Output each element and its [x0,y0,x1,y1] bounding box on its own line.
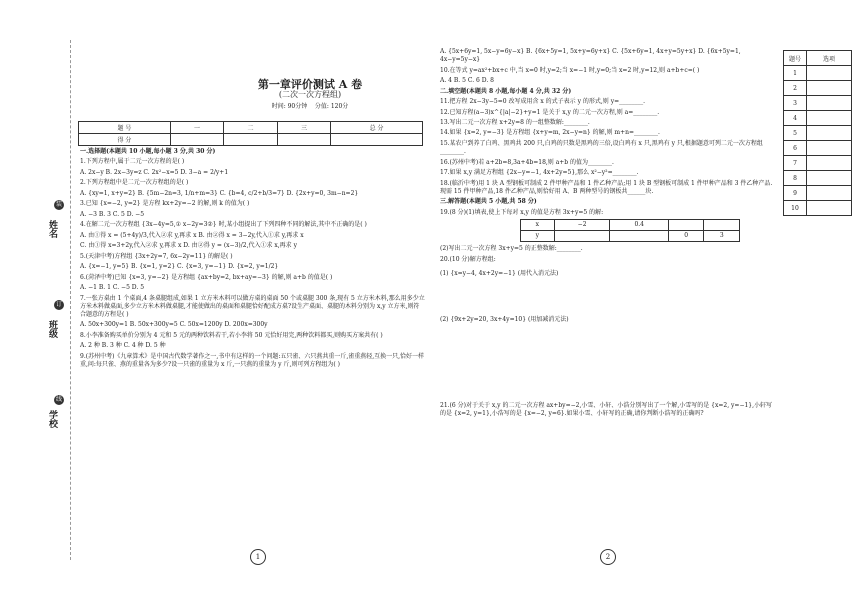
answer-table [783,50,852,216]
answer-number: 5 [784,126,807,141]
answer-cell[interactable] [807,156,852,171]
score-table-cell [224,134,277,146]
page-subtitle: (二次一次方程组) [278,90,342,99]
fill-cell[interactable] [704,220,740,231]
question-line: A. 2x−y B. 2x−3y=z C. 2x²−x=5 D. 3−a = 2/y+1 [80,168,229,176]
question-line: 5.(天津中考)方程组 {3x+2y=7, 6x−2y=11} 的解是( ) [80,252,233,260]
score-table-cell [277,134,330,146]
question-line: 16.(苏州中考)若 a+2b=8,3a+4b=18,则 a+b 的值为________. [440,158,614,166]
question-line: A. {xy=1, x+y=2} B. {5m−2n=3, 1/n+m=3} C. {b=4, c/2+b/3=7} D. {2x+y=0, 3m−n=2} [80,189,359,197]
name-label: 姓名 [47,220,57,238]
question-line: 6.(菏泽中考)已知 {x=3, y=−2} 是方程组 {ax+by=2, bx+ay=−3} 的解,则 a+b 的值是( ) [80,273,333,281]
question-line: 三.解答题(本题共 5 小题,共 58 分) [440,198,537,206]
fill-table [520,219,740,242]
fill-cell: 3 [704,231,740,242]
answer-cell[interactable] [807,171,852,186]
school-label: 学校 [47,410,57,428]
answer-number: 4 [784,111,807,126]
answer-cell[interactable] [807,141,852,156]
question-line: 9.(苏州中考)《九章算术》是中国古代数学著作之一,书中有这样的一个问题:五只雀、六只燕共重一斤,雀重燕轻,互换一只,恰好一样重,问:每只雀、燕的重量各为多少?设一只雀的重量为 x 斤,一只燕的重量为 y 斤,则可列方程组为( ) [80,352,425,368]
answer-number: 1 [784,66,807,81]
class-label: 班级 [47,320,57,338]
question-line: (2)写出二元一次方程 3x+y=5 的正整数解:________. [440,245,583,253]
binding-circle-2: 订 [55,301,62,308]
question-line: (2) {9x+2y=20, 3x+4y=10} (用加减消元法) [440,315,569,323]
answer-cell[interactable] [807,96,852,111]
score-table-cell: 总 分 [331,122,423,134]
question-line: 8.小李准备购买单价分别为 4 元和 5 元的两种饮料若干,若小李将 50 元恰好用完,两种饮料都买,则购买方案共有( ) [80,331,383,339]
question-line: 11.把方程 2x−3y−5=0 改写成用含 x 的式子表示 y 的形式,则 y=________. [440,98,646,106]
answer-number: 10 [784,201,807,216]
question-line: A. 50x+300y=1 B. 50x+300y=5 C. 50x=1200y D. 200x=300y [80,321,268,329]
question-line: 19.(8 分)(1)填表,使上下每对 x,y 的值是方程 3x+y=5 的解: [440,208,604,216]
binding-circle-1: 装 [55,201,62,208]
answer-header: 题号 [784,51,807,66]
fill-cell: −2 [554,220,610,231]
question-line: 21.(6 分)对于关于 x,y 的二元一次方程 ax+by=−2,小雪、小轩、小浩分别写出了一个解,小雪写的是 {x=2, y=−1},小轩写的是 {x=2, y=1},小浩写的是 {x=−2, y=6}.如果小雪、小轩写的正确,请你判断小浩写的正确吗? [440,402,773,418]
answer-header: 选项 [807,51,852,66]
question-line: 7.一张方桌由 1 个桌面,4 条桌腿组成,如果 1 立方米木料可以做方桌的桌面 50 个或桌腿 300 条,现有 5 立方米木料,那么用多少立方米木料做桌面,多少立方米木料做桌腿,才能使做出的桌面和桌腿恰好配成方桌?设生产桌面、桌腿的木料分别为 x,y 立方米,则符合题意的方程是( ) [80,294,425,318]
fill-cell: x [521,220,555,231]
page-title: 第一章评价测试 A 卷 [257,78,363,91]
question-line: A. {5x+6y=1, 5x−y=6y−x} B. {6x+5y=1, 5x+y=6y+x} C. {5x+6y=1, 4x+y=5y+x} D. {6x+5y=1, 4x−y=5y−x} [440,48,741,64]
question-line: 3.已知 {x=−2, y=2} 是方程 kx+2y=−2 的解,则 k 的值为( ) [80,200,250,208]
question-line: 18.(临沂中考)用 1 块 A 型钢板可制成 2 件甲种产品和 1 件乙种产品;用 1 块 B 型钢板可制成 1 件甲种产品和 3 件乙种产品.现需 15 件甲种产品,18 件乙种产品,则恰好用 A、B 两种型号的钢板共______块. [440,179,773,195]
fill-cell[interactable] [610,231,669,242]
binding-circle-3: 线 [55,396,62,403]
score-table [78,121,423,146]
fill-cell[interactable] [668,220,704,231]
answer-cell[interactable] [807,111,852,126]
exam-time: 时间: 90分钟 [271,103,308,110]
answer-cell[interactable] [807,186,852,201]
page-number-2: 2 [600,549,616,565]
question-line: (1) {x=y−4, 4x+2y=−1} (用代入消元法) [440,269,559,277]
score-table-cell: 一 [170,122,223,134]
answer-cell[interactable] [807,126,852,141]
question-line: 2.下列方程组中是二元一次方程组的是( ) [80,179,189,187]
question-line: 10.在等式 y=ax²+bx+c 中,当 x=0 时,y=2;当 x=−1 时,y=0;当 x=2 时,y=12,则 a+b+c=( ) [440,66,700,74]
fill-cell[interactable] [554,231,610,242]
question-line: 17.如果 x,y 满足方程组 {2x−y=−1, 4x+2y=5},那么 x²−y²=________. [440,169,639,177]
score-table-cell [331,134,423,146]
answer-number: 2 [784,81,807,96]
question-line: 二.填空题(本题共 8 小题,每小题 4 分,共 32 分) [440,87,572,95]
exam-info [180,101,440,110]
score-table-cell: 二 [224,122,277,134]
question-line: A. 2 种 B. 3 种 C. 4 种 D. 5 种 [80,342,166,350]
question-line: A. 4 B. 5 C. 6 D. 8 [440,77,494,85]
question-line: 一.选择题(本题共 10 小题,每小题 3 分,共 30 分) [80,148,216,155]
score-table-cell [170,134,223,146]
question-line: 14.如果 {x=2, y=−3} 是方程组 {x+y=m, 2x−y=n} 的解,则 m+n=________. [440,129,660,137]
question-line: 12.已知方程(a−3)x^{|a|−2}+y=1 是关于 x,y 的二元一次方程,则 a=________. [440,108,660,116]
question-line: A. 由①得 x = (5+4y)/3,代入②求 y,再求 x B. 由②得 x = 3−2y,代入①求 y,再求 x [80,231,304,239]
question-line: A. −3 B. 3 C. 5 D. −5 [80,210,145,218]
right-column [440,48,775,421]
answer-number: 7 [784,156,807,171]
score-table-cell: 题 号 [79,122,171,134]
question-line: 1.下列方程中,属于二元一次方程的是( ) [80,158,185,166]
question-line: 20.(10 分)解方程组: [440,255,496,263]
answer-cell[interactable] [807,66,852,81]
answer-number: 3 [784,96,807,111]
question-line: 4.在解二元一次方程组 {3x−4y=5,① x−2y=3②} 时,某小组提出了下列四种不同的解法,其中不正确的是( ) [80,221,367,229]
question-line: C. 由①得 x=3+2y,代入②求 y,再求 x D. 由②得 y = (x−3)/2,代入①求 x,再求 y [80,242,297,250]
question-line: A. −1 B. 1 C. −5 D. 5 [80,284,145,292]
answer-number: 8 [784,171,807,186]
exam-score: 分值: 120分 [314,103,349,110]
answer-number: 9 [784,186,807,201]
question-line: 15.某农户到养了白鸡、黑鸡共 200 只,白鸡的只数是黑鸡的三倍,设白鸡有 x 只,黑鸡有 y 只,根据题意可列二元一次方程组________. [440,139,763,156]
score-table-cell: 三 [277,122,330,134]
score-table-cell: 得 分 [79,134,171,146]
answer-cell[interactable] [807,81,852,96]
answer-number: 6 [784,141,807,156]
fill-cell: 0 [668,231,704,242]
fill-cell: y [521,231,555,242]
answer-cell[interactable] [807,201,852,216]
fill-cell: 0.4 [610,220,669,231]
question-line: 13.写出二元一次方程 x+2y=8 的一组整数解:________. [440,119,590,126]
left-column [80,148,425,371]
page-number-1: 1 [250,549,266,565]
question-line: A. {x=−1, y=5} B. {x=1, y=2} C. {x=3, y=−1} D. {x=2, y=1/2} [80,263,279,271]
